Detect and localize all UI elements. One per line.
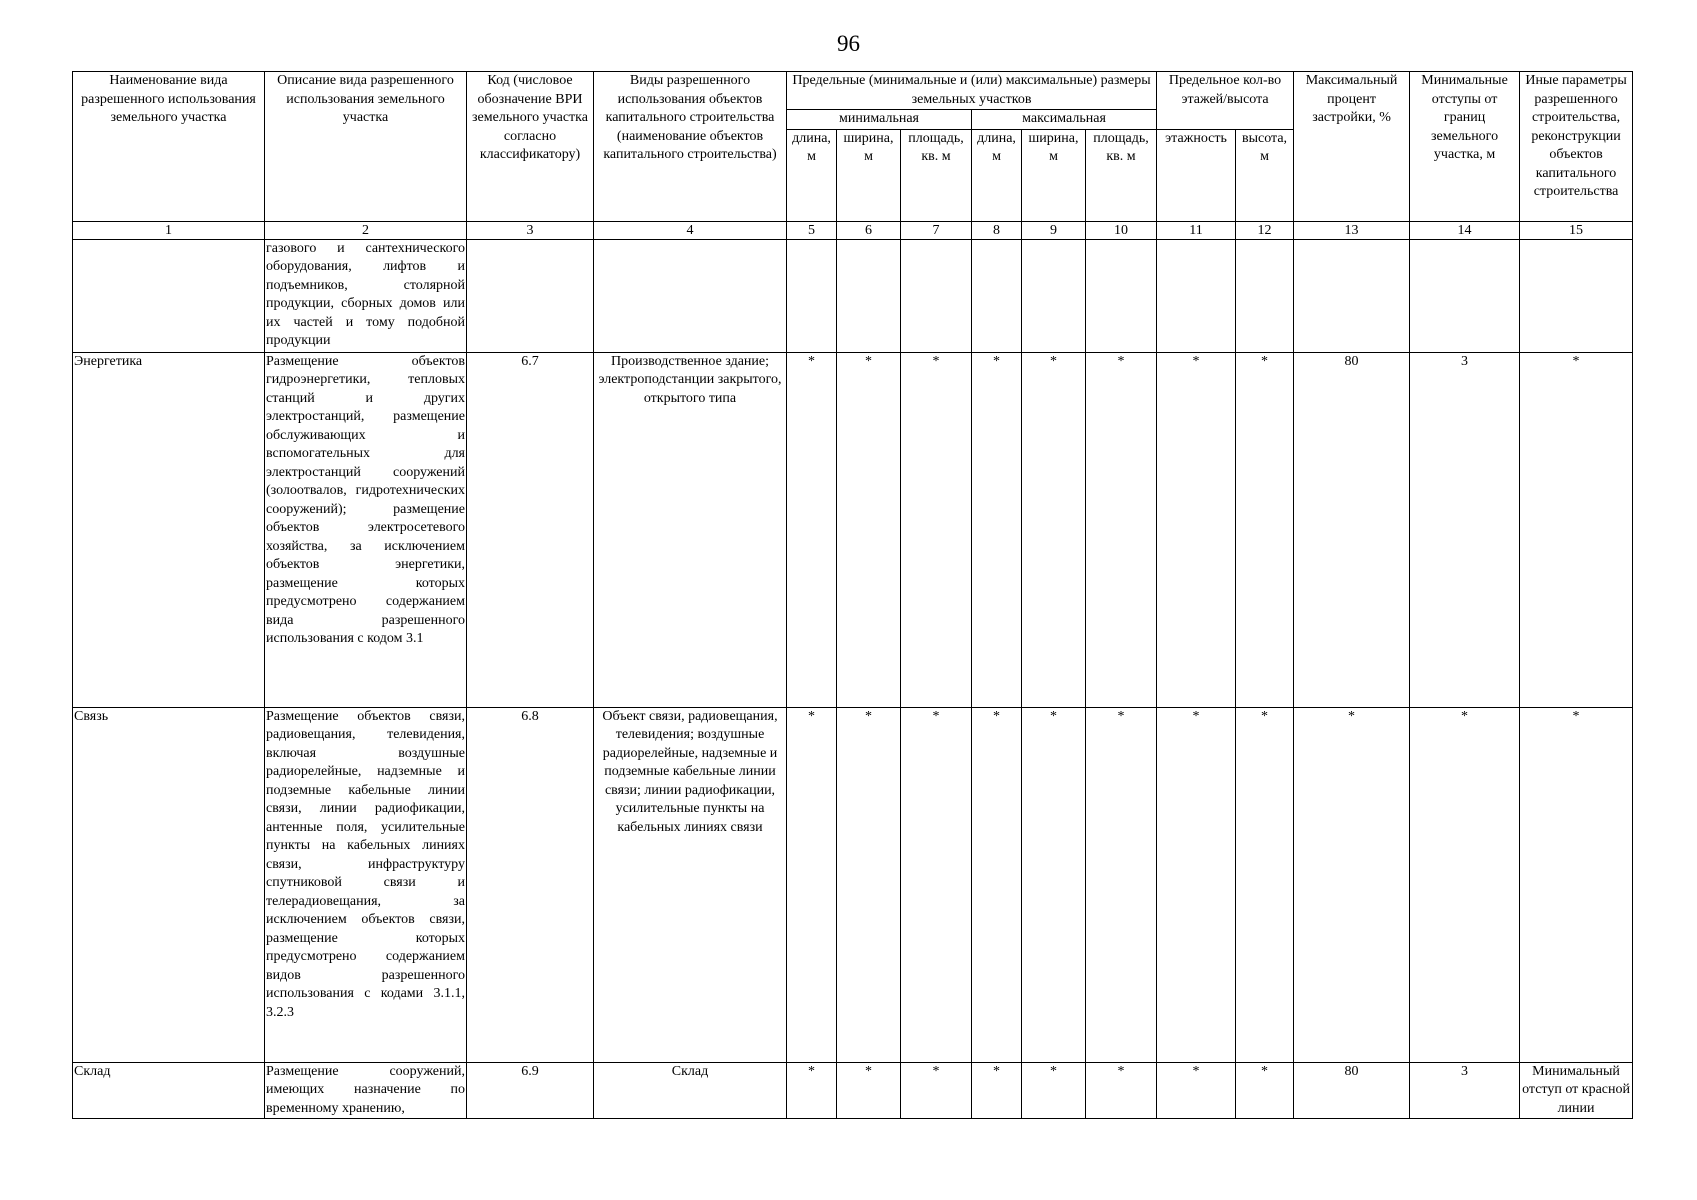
- column-number: 6: [837, 221, 901, 239]
- max-area-value: *: [1086, 707, 1157, 1062]
- header-minimum: минимальная: [787, 110, 972, 130]
- header-other-parameters: Иные параметры разрешенного строительства, реконструкции объектов капитального строительства: [1520, 72, 1633, 222]
- min-length-value: [787, 239, 837, 352]
- land-use-name: Склад: [73, 1062, 265, 1119]
- land-use-description: газового и сантехнического оборудования, лифтов и подъемников, столярной продукции, сборных домов или их частей и тому подобной продукции: [265, 239, 467, 352]
- zoning-regulations-table: [72, 71, 1633, 1119]
- header-min-setbacks: Минимальные отступы от границ земельного участка, м: [1410, 72, 1520, 222]
- min-setback-value: [1410, 239, 1520, 352]
- min-area-value: [901, 239, 972, 352]
- column-number: 9: [1022, 221, 1086, 239]
- land-use-name: [73, 239, 265, 352]
- header-max-area: площадь, кв. м: [1086, 129, 1157, 221]
- max-length-value: *: [972, 1062, 1022, 1119]
- column-number: 15: [1520, 221, 1633, 239]
- other-parameters-value: *: [1520, 707, 1633, 1062]
- table-row: [73, 707, 1633, 1062]
- min-setback-value: *: [1410, 707, 1520, 1062]
- page-number: 96: [837, 31, 860, 56]
- floors-value: [1157, 239, 1236, 352]
- height-value: *: [1236, 707, 1294, 1062]
- header-min-width: ширина, м: [837, 129, 901, 221]
- min-width-value: *: [837, 707, 901, 1062]
- max-width-value: *: [1022, 1062, 1086, 1119]
- other-parameters-value: *: [1520, 352, 1633, 707]
- land-use-description: Размещение сооружений, имеющих назначение по временному хранению,: [265, 1062, 467, 1119]
- floors-value: *: [1157, 1062, 1236, 1119]
- header-min-area: площадь, кв. м: [901, 129, 972, 221]
- column-number: 13: [1294, 221, 1410, 239]
- min-length-value: *: [787, 352, 837, 707]
- table-row: [73, 352, 1633, 707]
- land-use-code: 6.7: [467, 352, 594, 707]
- header-permitted-capital-objects: Виды разрешенного использования объектов капитального строительства (наименование объектов капитального строительства): [594, 72, 787, 222]
- max-percent-value: 80: [1294, 352, 1410, 707]
- permitted-objects: Склад: [594, 1062, 787, 1119]
- land-use-name: Связь: [73, 707, 265, 1062]
- header-floors: этажность: [1157, 129, 1236, 221]
- column-number: 14: [1410, 221, 1520, 239]
- other-parameters-value: [1520, 239, 1633, 352]
- column-number: 8: [972, 221, 1022, 239]
- column-number: 10: [1086, 221, 1157, 239]
- max-percent-value: [1294, 239, 1410, 352]
- land-use-code: 6.9: [467, 1062, 594, 1119]
- floors-value: *: [1157, 707, 1236, 1062]
- max-width-value: *: [1022, 352, 1086, 707]
- max-area-value: *: [1086, 352, 1157, 707]
- max-length-value: [972, 239, 1022, 352]
- header-maximum: максимальная: [972, 110, 1157, 130]
- land-use-code: [467, 239, 594, 352]
- max-percent-value: 80: [1294, 1062, 1410, 1119]
- min-width-value: *: [837, 352, 901, 707]
- header-min-length: длина, м: [787, 129, 837, 221]
- header-land-use-description: Описание вида разрешенного использования земельного участка: [265, 72, 467, 222]
- max-length-value: *: [972, 352, 1022, 707]
- height-value: [1236, 239, 1294, 352]
- min-area-value: *: [901, 352, 972, 707]
- column-number: 1: [73, 221, 265, 239]
- max-length-value: *: [972, 707, 1022, 1062]
- land-use-code: 6.8: [467, 707, 594, 1062]
- column-number: 4: [594, 221, 787, 239]
- header-code: Код (числовое обозначение ВРИ земельного участка согласно классификатору): [467, 72, 594, 222]
- column-number: 7: [901, 221, 972, 239]
- height-value: *: [1236, 1062, 1294, 1119]
- table-row: [73, 1062, 1633, 1119]
- column-number: 3: [467, 221, 594, 239]
- min-area-value: *: [901, 707, 972, 1062]
- max-area-value: [1086, 239, 1157, 352]
- max-percent-value: *: [1294, 707, 1410, 1062]
- max-width-value: [1022, 239, 1086, 352]
- header-max-length: длина, м: [972, 129, 1022, 221]
- max-width-value: *: [1022, 707, 1086, 1062]
- height-value: *: [1236, 352, 1294, 707]
- header-max-building-percent: Максимальный процент застройки, %: [1294, 72, 1410, 222]
- other-parameters-value: Минимальный отступ от красной линии: [1520, 1062, 1633, 1119]
- min-width-value: *: [837, 1062, 901, 1119]
- land-use-name: Энергетика: [73, 352, 265, 707]
- permitted-objects: [594, 239, 787, 352]
- column-number: 2: [265, 221, 467, 239]
- header-max-width: ширина, м: [1022, 129, 1086, 221]
- column-number-row: [73, 221, 1633, 239]
- min-setback-value: 3: [1410, 352, 1520, 707]
- max-area-value: *: [1086, 1062, 1157, 1119]
- table-row: [73, 239, 1633, 352]
- header-height: высота, м: [1236, 129, 1294, 221]
- land-use-description: Размещение объектов гидроэнергетики, тепловых станций и других электростанций, размещение обслуживающих и вспомогательных для электростанций сооружений (золоотвалов, гидротехнических сооружений); размещение объектов электросетевого хозяйства, за исключением объектов энергетики, размещение которых предусмотрено содержанием вида разрешенного использования с кодом 3.1: [265, 352, 467, 707]
- min-setback-value: 3: [1410, 1062, 1520, 1119]
- header-land-use-name: Наименование вида разрешенного использования земельного участка: [73, 72, 265, 222]
- floors-value: *: [1157, 352, 1236, 707]
- min-area-value: *: [901, 1062, 972, 1119]
- column-number: 12: [1236, 221, 1294, 239]
- header-floors-height-limits: Предельное кол-во этажей/высота: [1157, 72, 1294, 130]
- land-use-description: Размещение объектов связи, радиовещания, телевидения, включая воздушные радиорелейные, надземные и подземные кабельные линии связи, линии радиофикации, антенные поля, усилительные пункты на кабельных линиях связи, инфраструктуру спутниковой связи и телерадиовещания, за исключением объектов связи, размещение которых предусмотрено содержанием видов разрешенного использования с кодами 3.1.1, 3.2.3: [265, 707, 467, 1062]
- permitted-objects: Производственное здание; электроподстанции закрытого, открытого типа: [594, 352, 787, 707]
- column-number: 11: [1157, 221, 1236, 239]
- permitted-objects: Объект связи, радиовещания, телевидения; воздушные радиорелейные, надземные и подземные кабельные линии связи; линии радиофикации, усилительные пункты на кабельных линиях связи: [594, 707, 787, 1062]
- min-width-value: [837, 239, 901, 352]
- min-length-value: *: [787, 1062, 837, 1119]
- min-length-value: *: [787, 707, 837, 1062]
- column-number: 5: [787, 221, 837, 239]
- header-plot-size-limits: Предельные (минимальные и (или) максимальные) размеры земельных участков: [787, 72, 1157, 110]
